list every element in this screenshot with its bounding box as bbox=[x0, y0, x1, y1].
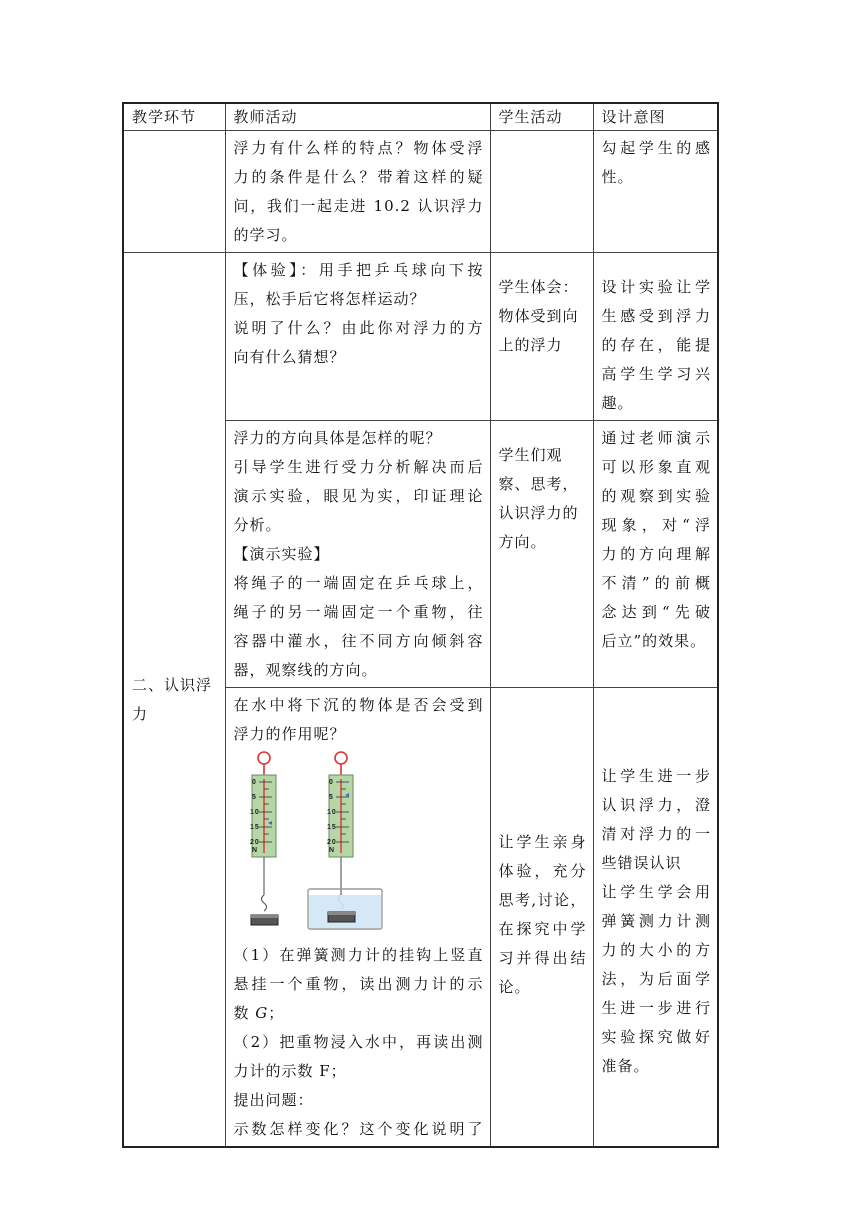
text-line: 力计的示数 F； bbox=[233, 1062, 347, 1080]
text-line: 的学习。 bbox=[233, 226, 298, 244]
text-line bbox=[234, 999, 484, 1028]
text-line: 设计实验让学 bbox=[601, 278, 711, 296]
text-line: 念达到“先破 bbox=[601, 603, 711, 621]
spring-scale-left bbox=[250, 752, 278, 925]
tick-label: 20 bbox=[249, 839, 260, 846]
text-line: （1）在弹簧测力计的挂钩上竖直 bbox=[233, 946, 484, 964]
table-row bbox=[123, 131, 718, 253]
text-line: 让学生进一步 bbox=[601, 767, 711, 785]
text-line: 学生们观 bbox=[498, 446, 563, 464]
text-line: 高学生学习兴 bbox=[601, 365, 711, 383]
section-label-line: 力 bbox=[132, 705, 149, 723]
intent-cell bbox=[593, 421, 718, 688]
text-line: 法，为后面学 bbox=[601, 970, 711, 988]
text-line: 思考,讨论， bbox=[498, 891, 587, 909]
student-cell-empty bbox=[490, 131, 593, 253]
text-line: 分析。 bbox=[233, 516, 282, 534]
text-line: 的观察到实验 bbox=[601, 487, 711, 505]
text-line: 力的方向理解 bbox=[601, 545, 711, 563]
text-line: 勾起学生的感 bbox=[601, 139, 711, 157]
text-line: 通过老师演示 bbox=[601, 429, 711, 447]
teacher-cell bbox=[225, 253, 490, 421]
text-line: 浮力的方向具体是怎样的呢？ bbox=[233, 429, 442, 447]
intent-cell bbox=[593, 688, 718, 1148]
header-stage: 教学环节 bbox=[123, 103, 225, 131]
text-fragment: 数 bbox=[233, 1004, 256, 1022]
text-line: 浮力的作用呢？ bbox=[233, 725, 346, 743]
tick-label: 20 bbox=[326, 839, 337, 846]
text-line: 力的条件是什么？带着这样的疑 bbox=[233, 168, 484, 186]
text-line: 些错误认识 bbox=[601, 854, 682, 872]
text-line: 提出问题： bbox=[233, 1091, 314, 1109]
text-line: 生感受到浮力 bbox=[601, 307, 711, 325]
intent-cell bbox=[593, 131, 718, 253]
teacher-cell bbox=[225, 421, 490, 688]
header-teacher: 教师活动 bbox=[225, 103, 490, 131]
text-line: 在水中将下沉的物体是否会受到 bbox=[233, 696, 484, 714]
text-line: 物体受到向 bbox=[498, 307, 579, 325]
text-line: 性。 bbox=[601, 168, 634, 186]
text-line: （2）把重物浸入水中，再读出测 bbox=[233, 1033, 484, 1051]
header-student: 学生活动 bbox=[490, 103, 593, 131]
student-cell bbox=[490, 688, 593, 1148]
text-line: 不清”的前概 bbox=[601, 574, 711, 592]
text-line: 【演示实验】 bbox=[233, 545, 330, 563]
text-line: 弹簧测力计测 bbox=[601, 912, 711, 930]
text-line: 清对浮力的一 bbox=[601, 825, 711, 843]
text-line: 上的浮力 bbox=[498, 336, 563, 354]
header-intent: 设计意图 bbox=[593, 103, 718, 131]
text-line: 浮力有什么样的特点？物体受浮 bbox=[233, 139, 484, 157]
text-line: 【体验】：用手把乒乓球向下按 bbox=[233, 261, 484, 279]
text-line: 力的大小的方 bbox=[601, 941, 711, 959]
text-line: 悬挂一个重物，读出测力计的示 bbox=[233, 975, 484, 993]
text-line: 方向。 bbox=[498, 533, 547, 551]
teacher-cell bbox=[225, 131, 490, 253]
student-cell bbox=[490, 253, 593, 421]
text-line: 现象，对“浮 bbox=[601, 516, 711, 534]
spring-scale-right bbox=[308, 752, 382, 929]
text-line: 准备。 bbox=[601, 1057, 650, 1075]
text-line: 演示实验，眼见为实，印证理论 bbox=[233, 487, 484, 505]
tick-label: 15 bbox=[326, 824, 337, 831]
text-line: 体验，充分 bbox=[498, 862, 587, 880]
tick-label: 0 bbox=[328, 779, 334, 786]
section-cell bbox=[123, 253, 225, 1148]
text-line: 习并得出结 bbox=[498, 949, 587, 967]
text-line: 察、思考， bbox=[498, 475, 579, 493]
text-line: 认识浮力的 bbox=[498, 504, 579, 522]
spring-scale-diagram bbox=[234, 749, 404, 941]
stage-cell-empty bbox=[123, 131, 225, 253]
text-line: 认识浮力，澄 bbox=[601, 796, 711, 814]
text-line: 说明了什么？由此你对浮力的方 bbox=[233, 319, 484, 337]
text-line: 示数怎样变化？这个变化说明了 bbox=[233, 1120, 484, 1138]
text-line: 引导学生进行受力分析解决而后 bbox=[233, 458, 484, 476]
table-header-row bbox=[123, 103, 718, 131]
text-fragment: ； bbox=[268, 1004, 285, 1022]
text-line: 问，我们一起走进 10.2 认识浮力 bbox=[233, 197, 484, 215]
student-cell bbox=[490, 421, 593, 688]
tick-label: 5 bbox=[251, 794, 257, 801]
tick-label: 15 bbox=[249, 824, 260, 831]
tick-label: 0 bbox=[251, 779, 257, 786]
tick-label: 10 bbox=[249, 809, 260, 816]
text-line: 器，观察线的方向。 bbox=[233, 661, 378, 679]
text-line: 容器中灌水，往不同方向倾斜容 bbox=[233, 632, 484, 650]
text-line: 可以形象直观 bbox=[601, 458, 711, 476]
section-label-line: 二、认识浮 bbox=[132, 676, 213, 694]
spring-scale-figure bbox=[234, 749, 484, 941]
text-line: 后立”的效果。 bbox=[601, 632, 707, 650]
text-line: 学生体会： bbox=[498, 278, 579, 296]
tick-label: 10 bbox=[326, 809, 337, 816]
table-row bbox=[123, 253, 718, 421]
intent-cell bbox=[593, 253, 718, 421]
text-line: 生进一步进行 bbox=[601, 999, 711, 1017]
text-line: 向有什么猜想？ bbox=[233, 348, 346, 366]
text-line: 压，松手后它将怎样运动？ bbox=[233, 290, 426, 308]
text-line: 绳子的另一端固定一个重物，往 bbox=[233, 603, 484, 621]
tick-label: N bbox=[328, 847, 335, 854]
variable-g: G bbox=[255, 1004, 269, 1022]
text-line: 将绳子的一端固定在乒乓球上， bbox=[233, 574, 484, 592]
text-line: 在探究中学 bbox=[498, 920, 587, 938]
lesson-plan-table bbox=[122, 102, 719, 1148]
text-line: 趣。 bbox=[601, 394, 634, 412]
tick-label: 5 bbox=[328, 794, 334, 801]
teacher-cell bbox=[225, 688, 490, 1148]
tick-label: N bbox=[251, 847, 258, 854]
text-line: 让学生亲身 bbox=[498, 833, 587, 851]
text-line: 让学生学会用 bbox=[601, 883, 711, 901]
text-line: 论。 bbox=[498, 978, 531, 996]
text-line: 的存在，能提 bbox=[601, 336, 711, 354]
text-line: 实验探究做好 bbox=[601, 1028, 711, 1046]
